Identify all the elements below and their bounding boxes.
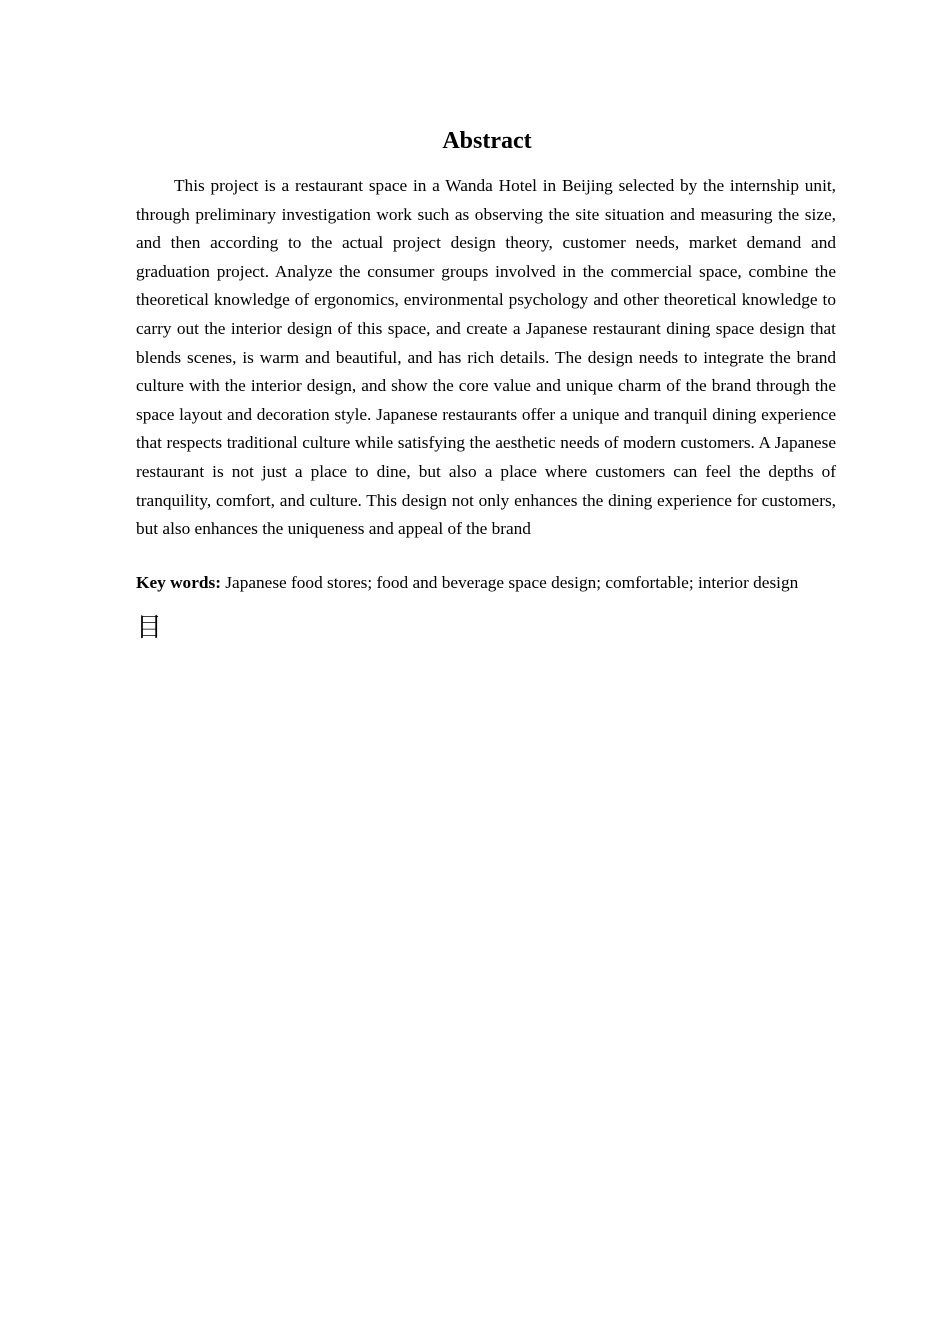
table-of-contents-heading-glyph: 目	[136, 613, 163, 644]
abstract-body: This project is a restaurant space in a Wanda Hotel in Beijing selected by the internship unit, through preliminary investigation work such as observing the site situation and measuring the size, and then according to the actual project design theory, customer needs, market demand and graduation project. Analyze the consumer groups involved in the commercial space, combine the theoretical knowledge of ergonomics, environmental psychology and other theoretical knowledge to carry out the interior design of this space, and create a Japanese restaurant dining space design that blends scenes, is warm and beautiful, and has rich details. The design needs to integrate the brand culture with the interior design, and show the core value and unique charm of the brand through the space layout and decoration style. Japanese restaurants offer a unique and tranquil dining experience that respects traditional culture while satisfying the aesthetic needs of modern customers. A Japanese restaurant is not just a place to dine, but also a place where customers can feel the depths of tranquility, comfort, and culture. This design not only enhances the dining experience for customers, but also enhances the uniqueness and appeal of the brand	[136, 176, 836, 539]
keywords-paragraph	[136, 569, 836, 598]
keywords-text: Japanese food stores; food and beverage space design; comfortable; interior design	[225, 572, 799, 592]
abstract-title: Abstract	[442, 128, 532, 154]
keywords-label: Key words:	[136, 572, 221, 592]
abstract-section	[136, 124, 836, 645]
